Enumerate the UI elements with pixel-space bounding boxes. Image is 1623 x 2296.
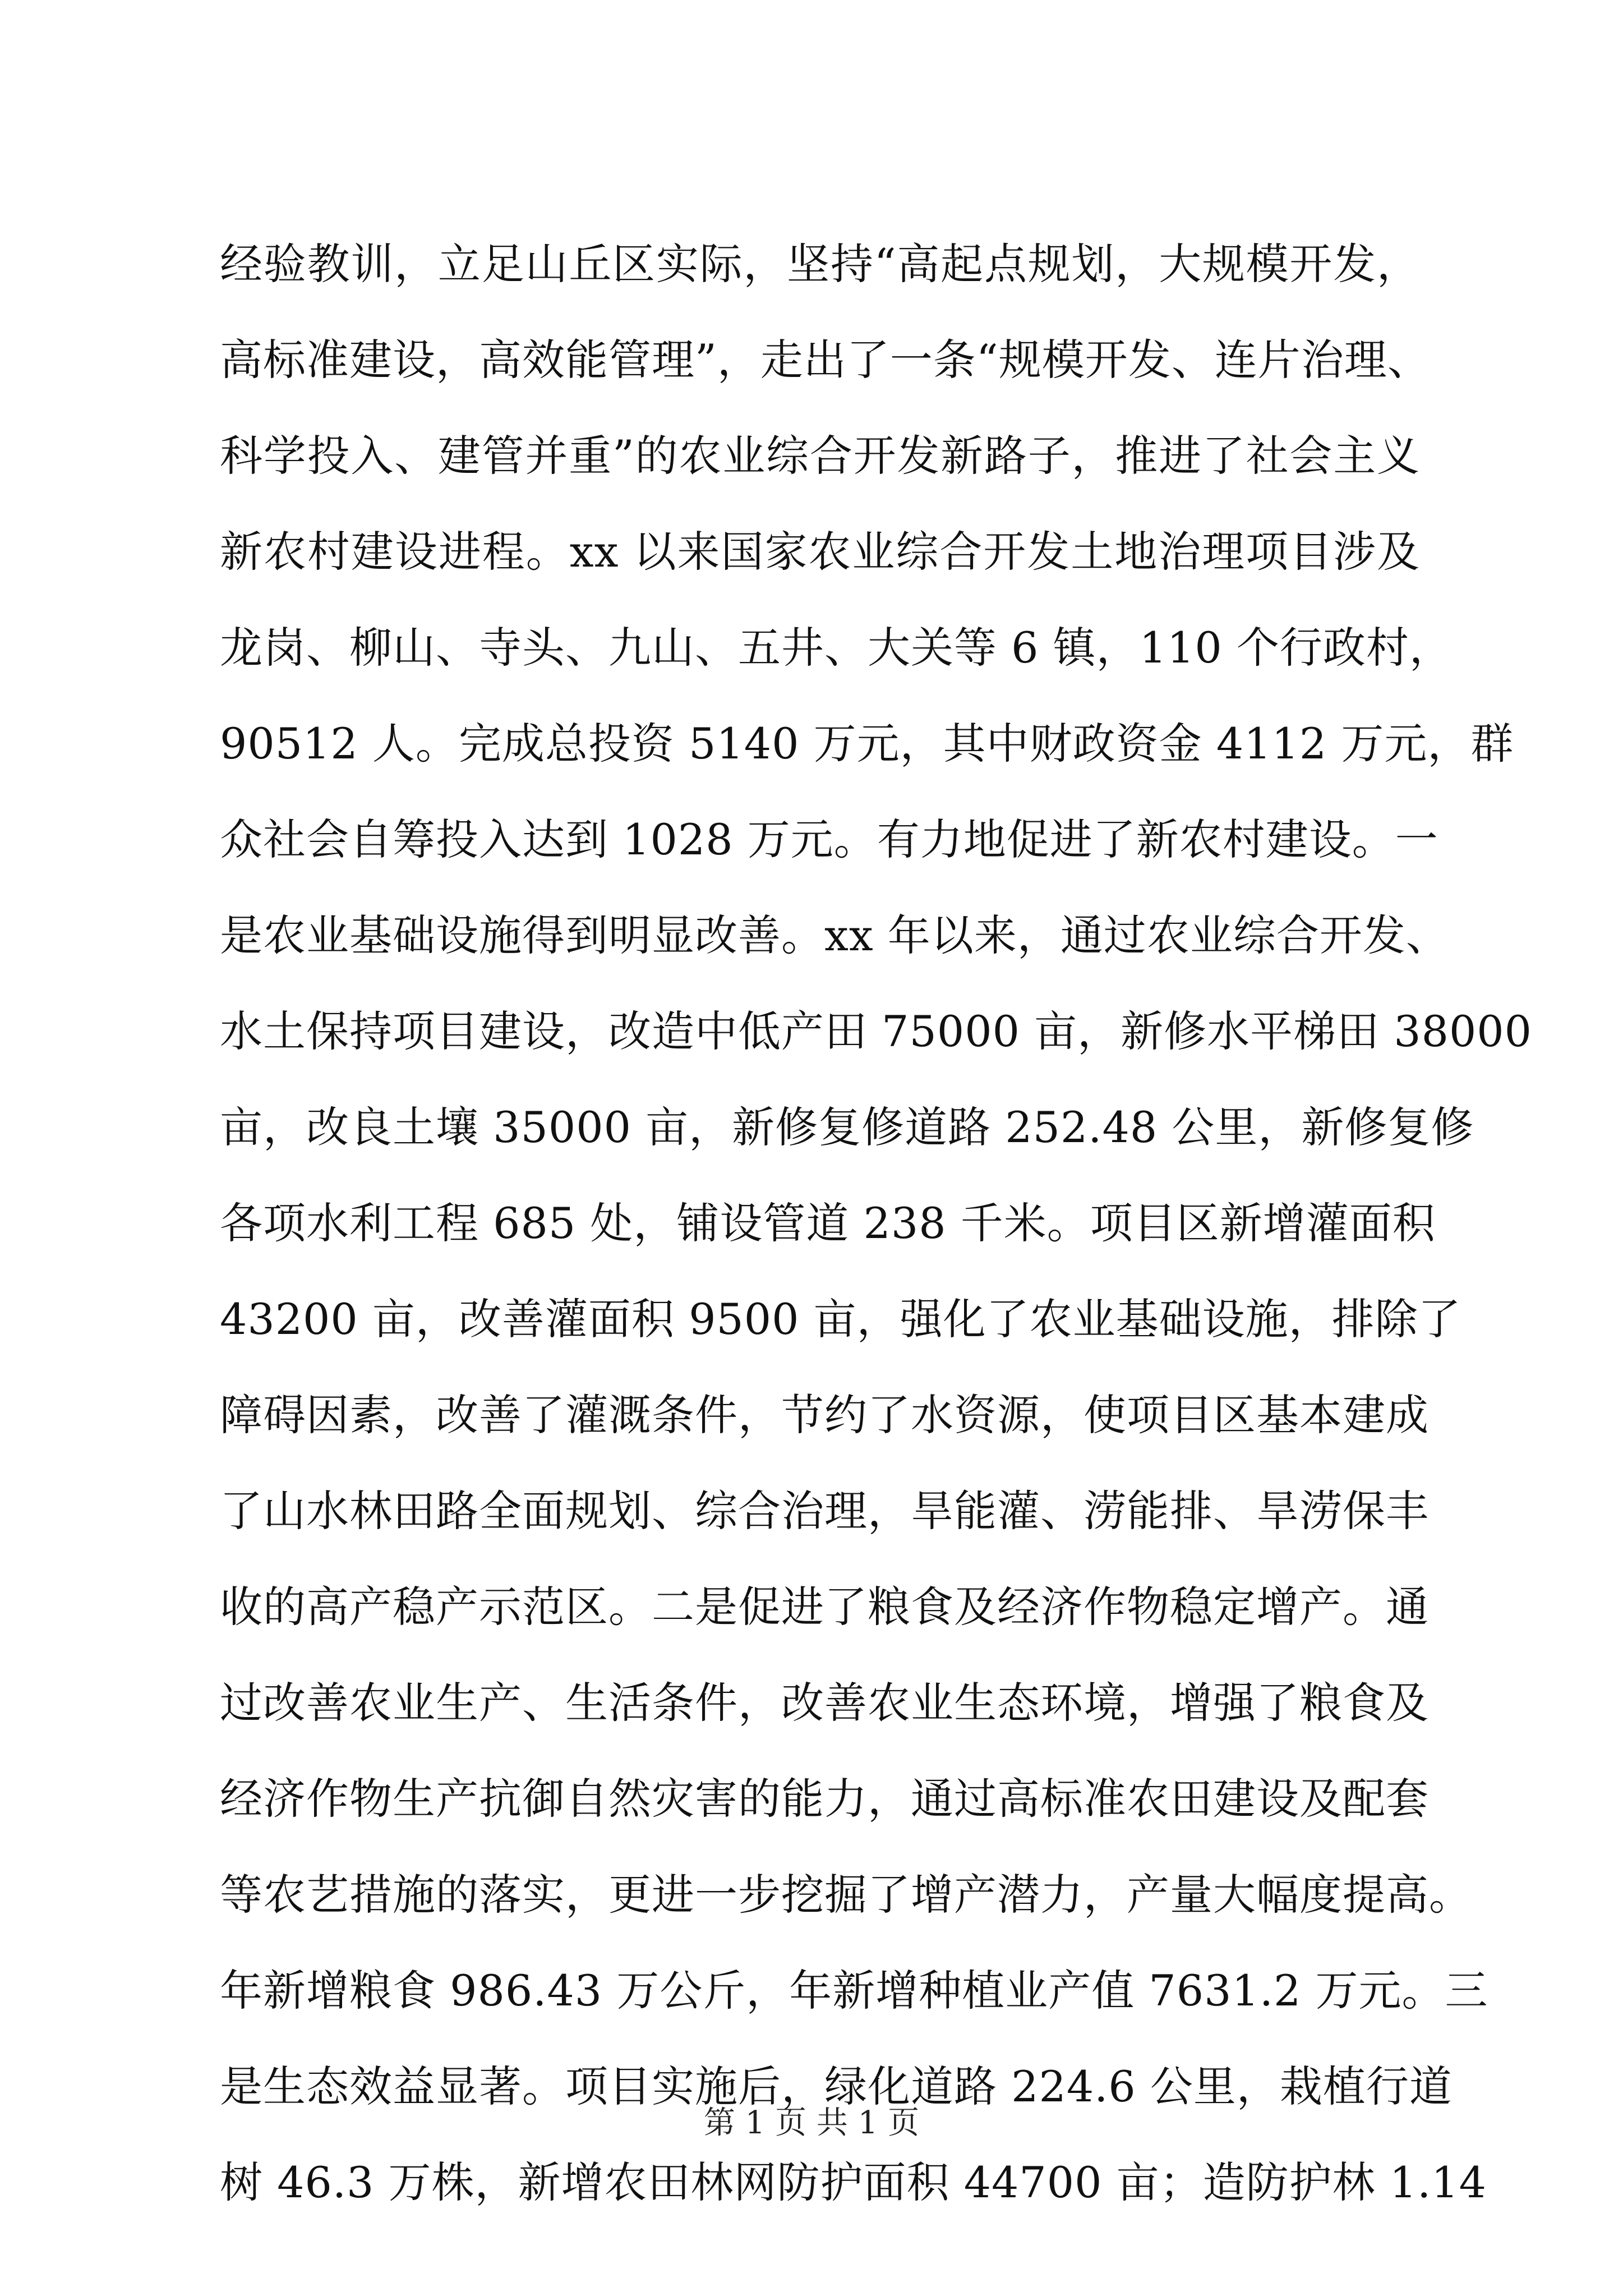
text-line: 收的高产稳产示范区。二是促进了粮食及经济作物稳定增产。通 — [220, 1582, 1429, 1632]
body-text — [220, 216, 1533, 2230]
text-line: 了山水林田路全面规划、综合治理，旱能灌、涝能排、旱涝保丰 — [220, 1486, 1429, 1536]
text-line: 树 46.3 万株，新增农田林网防护面积 44700 亩；造防护林 1.14 — [220, 2157, 1487, 2207]
text-line: 经济作物生产抗御自然灾害的能力，通过高标准农田建设及配套 — [220, 1774, 1429, 1824]
text-line: 各项水利工程 685 处，铺设管道 238 千米。项目区新增灌面积 — [220, 1198, 1436, 1248]
text-line: 高标准建设，高效能管理”，走出了一条“规模开发、连片治理、 — [220, 335, 1431, 385]
page-footer: 第 1 页 共 1 页 — [703, 2105, 920, 2141]
text-line: 年新增粮食 986.43 万公斤，年新增种植业产值 7631.2 万元。三 — [220, 1966, 1488, 2016]
text-line: 新农村建设进程。xx 以来国家农业综合开发土地治理项目涉及 — [220, 527, 1420, 577]
text-line: 科学投入、建管并重”的农业综合开发新路子，推进了社会主义 — [220, 431, 1420, 481]
text-line: 90512 人。完成总投资 5140 万元，其中财政资金 4112 万元，群 — [220, 719, 1514, 769]
text-line: 众社会自筹投入达到 1028 万元。有力地促进了新农村建设。一 — [220, 815, 1438, 864]
text-line: 是生态效益显著。项目实施后，绿化道路 224.6 公里，栽植行道 — [220, 2062, 1453, 2111]
text-line: 经验教训，立足山丘区实际，坚持“高起点规划，大规模开发， — [220, 239, 1420, 289]
text-line: 是农业基础设施得到明显改善。xx 年以来，通过农业综合开发、 — [220, 910, 1449, 960]
text-line: 等农艺措施的落实，更进一步挖掘了增产潜力，产量大幅度提高。 — [220, 1870, 1472, 1920]
text-line: 过改善农业生产、生活条件，改善农业生态环境，增强了粮食及 — [220, 1678, 1429, 1728]
text-line: 障碍因素，改善了灌溉条件，节约了水资源，使项目区基本建成 — [220, 1390, 1429, 1440]
text-line: 43200 亩，改善灌面积 9500 亩，强化了农业基础设施，排除了 — [220, 1294, 1461, 1344]
text-line: 水土保持项目建设，改造中低产田 75000 亩，新修水平梯田 38000 — [220, 1006, 1533, 1056]
text-line: 亩，改良土壤 35000 亩，新修复修道路 252.48 公里，新修复修 — [220, 1102, 1474, 1152]
text-line: 龙岗、柳山、寺头、九山、五井、大关等 6 镇，110 个行政村， — [220, 623, 1453, 673]
